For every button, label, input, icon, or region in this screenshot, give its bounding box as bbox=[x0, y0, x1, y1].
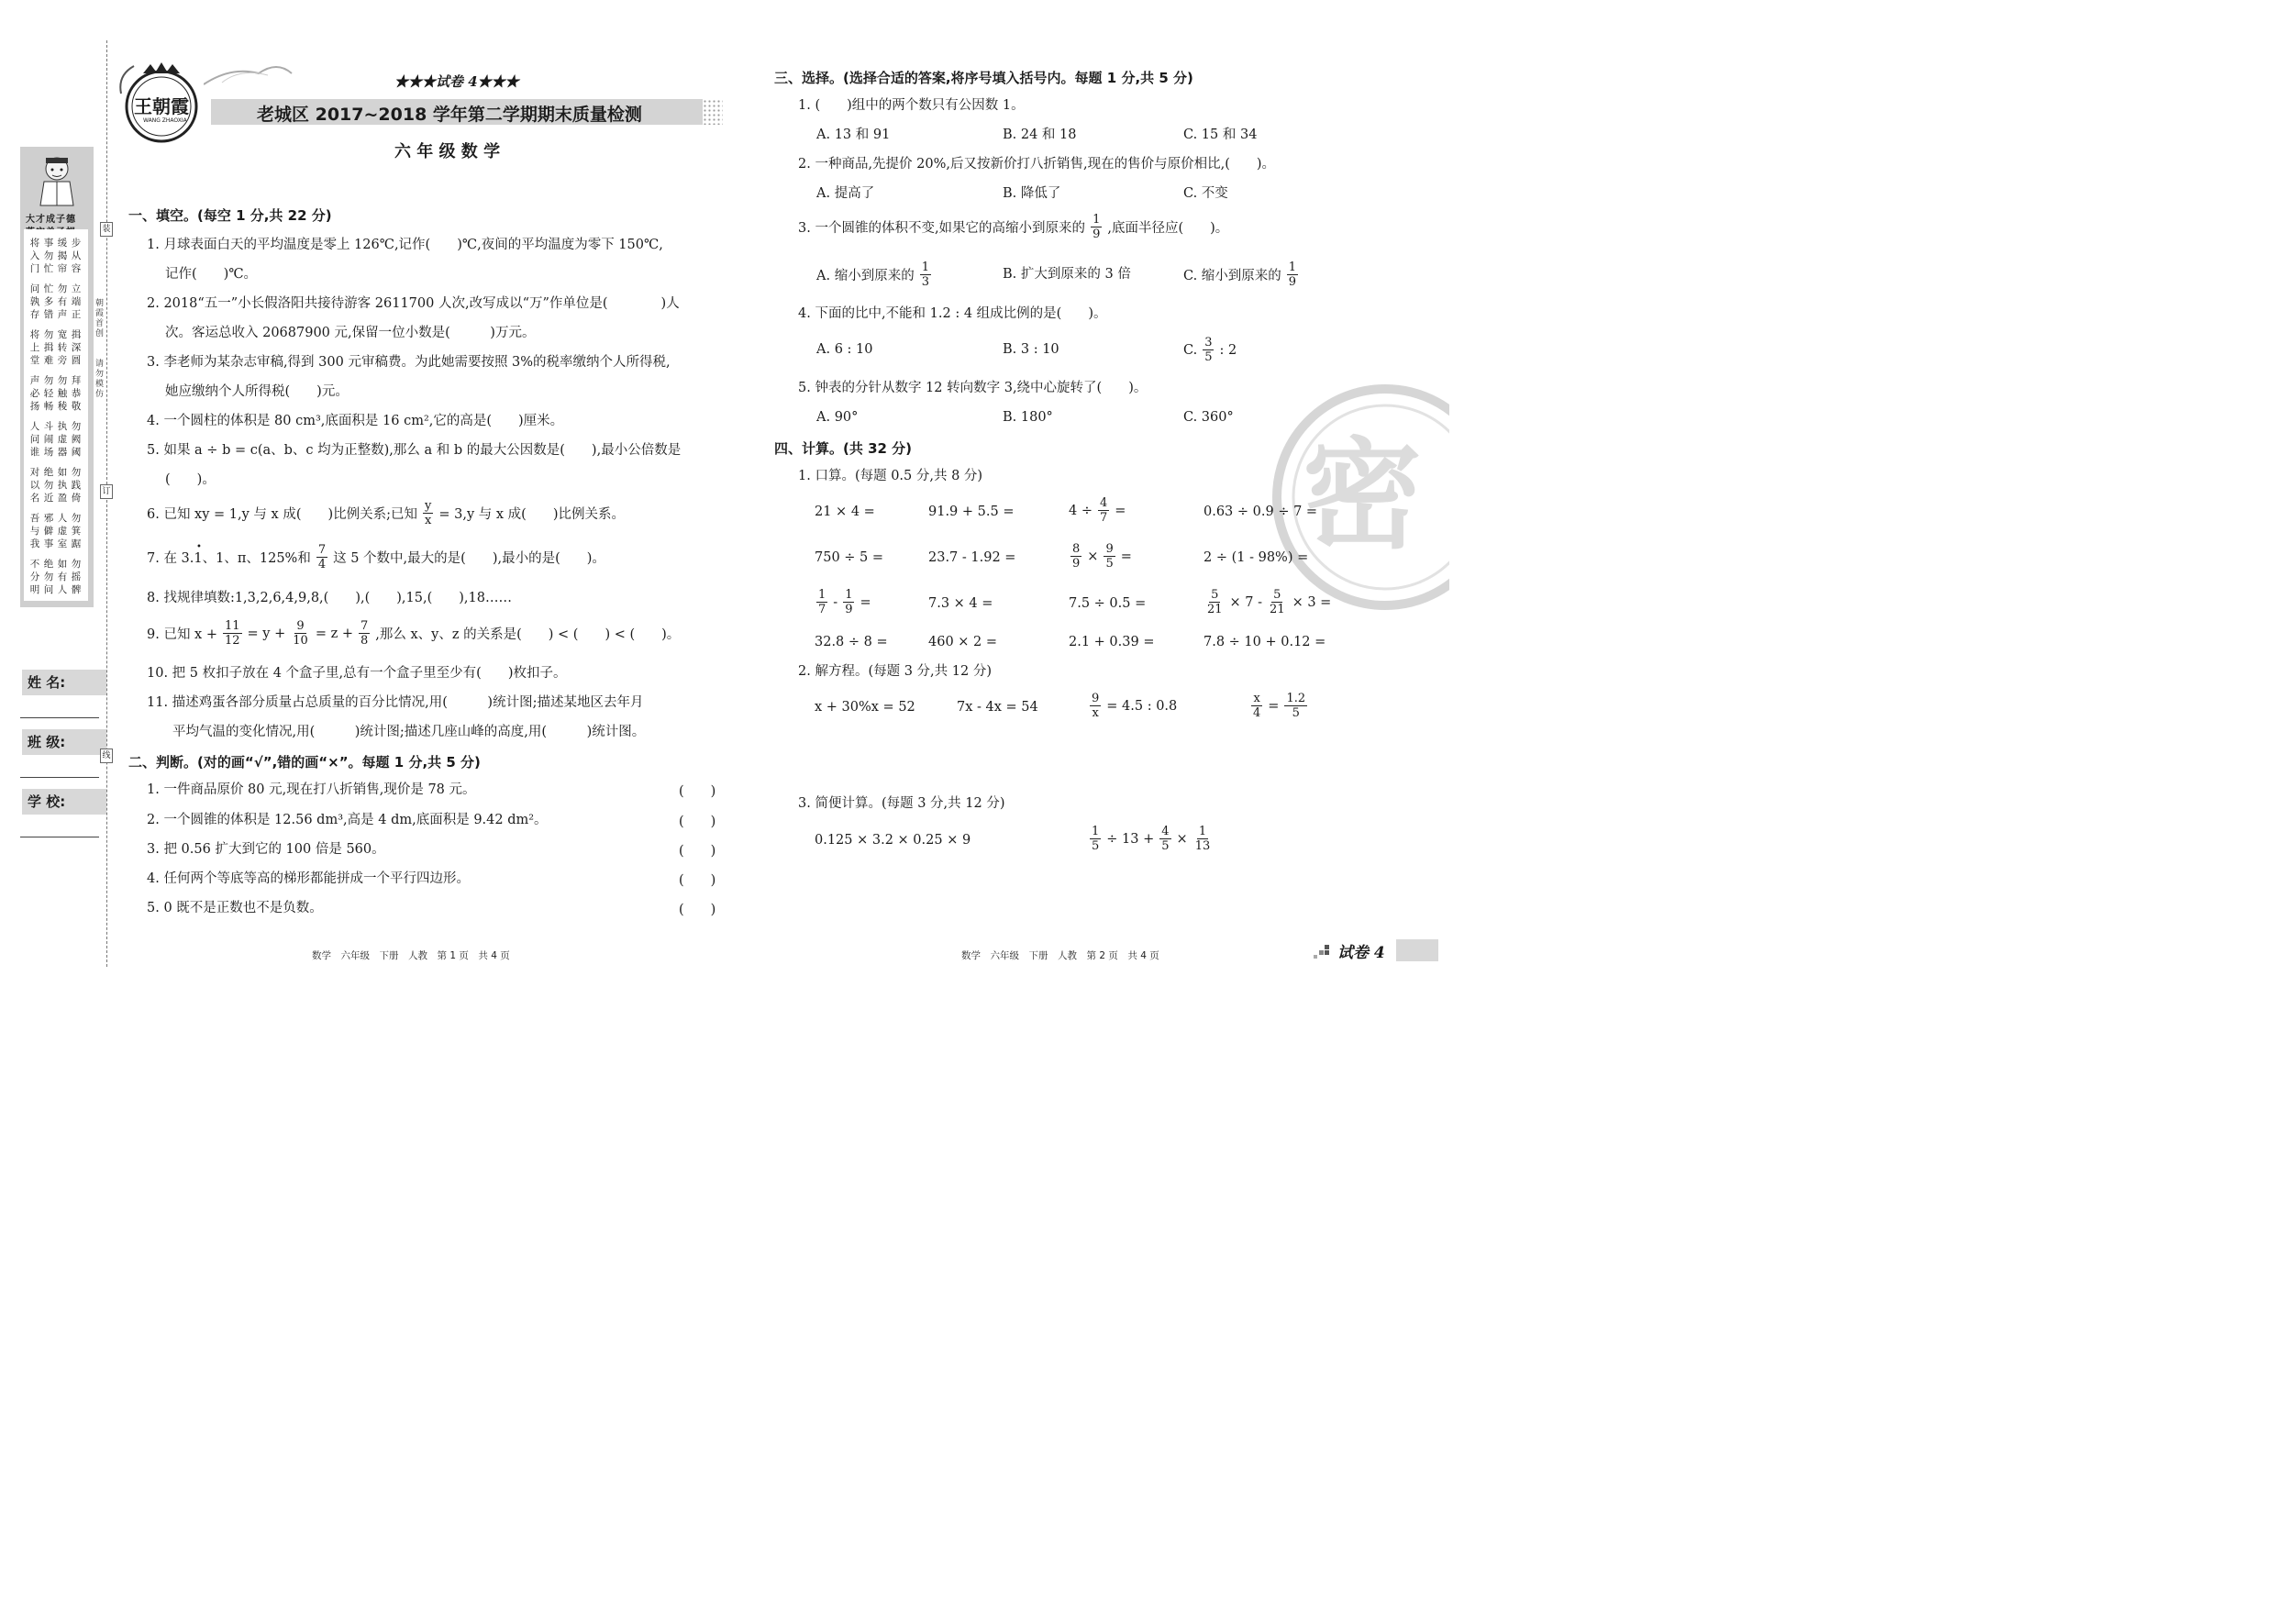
choice-q4-opt-c-post: : 2 bbox=[1219, 342, 1237, 358]
footer-left: 数学 六年级 下册 人教 第 1 页 共 4 页 bbox=[312, 950, 510, 961]
choice-q5-opt-b[interactable]: B. 180° bbox=[1003, 410, 1053, 425]
motto-column: 勿揖难 bbox=[43, 329, 54, 366]
equation-4-num2: 1.2 bbox=[1286, 692, 1306, 705]
oral-r2-c3-op: × bbox=[1087, 549, 1099, 564]
judge-answer-1[interactable]: ( ) bbox=[679, 784, 716, 799]
oral-r3-c1-frac1 bbox=[816, 588, 827, 616]
q9-frac2-num: 9 bbox=[296, 619, 305, 633]
oral-r3-c1-op: - bbox=[833, 594, 838, 610]
exam-badge: ★★★试卷 4★★★ bbox=[394, 73, 519, 90]
choice-q3-opt-a-den: 3 bbox=[921, 275, 929, 289]
motto-column: 宽转旁 bbox=[57, 329, 68, 366]
simplify-1: 0.125 × 3.2 × 0.25 × 9 bbox=[815, 833, 971, 848]
simplify-2 bbox=[1088, 825, 1214, 853]
simplify-2-den1: 5 bbox=[1092, 839, 1100, 853]
choice-q2-opt-b[interactable]: B. 降低了 bbox=[1003, 186, 1061, 201]
choice-q3-frac-den: 9 bbox=[1093, 227, 1101, 241]
motto-column: 勿箕踞 bbox=[71, 513, 82, 549]
equation-3-fraction bbox=[1090, 692, 1101, 720]
motto-column: 人问谁 bbox=[29, 421, 40, 458]
q9 bbox=[147, 619, 680, 648]
simplify-2-frac1 bbox=[1090, 825, 1101, 853]
footer-right: 数学 六年级 下册 人教 第 2 页 共 4 页 bbox=[961, 950, 1159, 961]
corner-bar bbox=[1396, 939, 1438, 961]
oral-r1-c3-fraction bbox=[1098, 496, 1109, 525]
choice-q3-opt-c-den: 9 bbox=[1288, 275, 1297, 289]
oral-r4-c4: 7.8 ÷ 10 + 0.12 = bbox=[1203, 635, 1326, 649]
equation-4-mid: = bbox=[1268, 698, 1280, 714]
choice-q3-opt-c[interactable] bbox=[1183, 261, 1300, 289]
motto-column: 勿摇髀 bbox=[71, 559, 82, 595]
motto-column: 邪僻事 bbox=[43, 513, 54, 549]
choice-q3-opt-a-fraction bbox=[920, 261, 931, 289]
motto-column: 勿阙阈 bbox=[71, 421, 82, 458]
choice-q1: 1. ( )组中的两个数只有公因数 1。 bbox=[798, 98, 1025, 113]
motto-column: 执虚器 bbox=[57, 421, 68, 458]
q9-frac3-den: 8 bbox=[360, 634, 369, 648]
judge-answer-4[interactable]: ( ) bbox=[679, 873, 716, 888]
choice-q3-opt-a-text: A. 缩小到原来的 bbox=[816, 269, 915, 283]
q6-pre: 6. 已知 xy = 1,y 与 x 成( )比例关系;已知 bbox=[147, 507, 418, 522]
vertical-note-1: 朝霞首创 bbox=[95, 299, 105, 338]
q2-line1: 2. 2018“五一”小长假洛阳共接待游客 2611700 人次,改写成以“万”作单位是( )人 bbox=[147, 296, 680, 311]
motto-column: 拜恭敬 bbox=[71, 375, 82, 412]
choice-q3 bbox=[798, 213, 1228, 241]
simplify-2-frac2 bbox=[1159, 825, 1170, 853]
name-label: 姓 名: bbox=[22, 670, 106, 695]
q6-fraction bbox=[423, 499, 433, 527]
choice-q1-opt-c[interactable]: C. 15 和 34 bbox=[1183, 128, 1258, 142]
q1-line1: 1. 月球表面白天的平均温度是零上 126℃,记作( )℃,夜间的平均温度为零下 150℃, bbox=[147, 238, 663, 252]
q9-frac3 bbox=[359, 619, 370, 648]
binding-dashed-line bbox=[106, 40, 107, 967]
equation-1: x + 30%x = 52 bbox=[815, 700, 915, 715]
choice-q3-opt-c-fraction bbox=[1287, 261, 1298, 289]
q2-line2: 次。客运总收入 20687900 元,保留一位小数是( )万元。 bbox=[165, 326, 536, 340]
corner-dots bbox=[1314, 943, 1332, 959]
oral-r3-c4-frac2 bbox=[1268, 588, 1287, 616]
equation-4-den1: 4 bbox=[1253, 706, 1261, 720]
choice-q2: 2. 一种商品,先提价 20%,后又按新价打八折销售,现在的售价与原价相比,( )。 bbox=[798, 157, 1276, 172]
choice-q5-opt-c[interactable]: C. 360° bbox=[1183, 410, 1234, 425]
oral-r3-c1-num1: 1 bbox=[818, 588, 826, 602]
choice-q4-opt-a[interactable]: A. 6 : 10 bbox=[816, 342, 873, 357]
motto-column: 缓揭帘 bbox=[57, 238, 68, 274]
q7-frac-num: 7 bbox=[317, 543, 327, 557]
repeating-dot-mark: • bbox=[196, 542, 202, 552]
choice-q3-fraction bbox=[1091, 213, 1102, 241]
choice-q5: 5. 钟表的分针从数字 12 转向数字 3,绕中心旋转了( )。 bbox=[798, 381, 1148, 395]
q10: 10. 把 5 枚扣子放在 4 个盒子里,总有一个盒子里至少有( )枚扣子。 bbox=[147, 666, 567, 681]
motto-column: 如有人 bbox=[57, 559, 68, 595]
oral-r1-c1: 21 × 4 = bbox=[815, 505, 875, 519]
section3-title: 三、选择。(选择合适的答案,将序号填入括号内。每题 1 分,共 5 分) bbox=[774, 70, 1193, 86]
motto-column: 揖深圆 bbox=[71, 329, 82, 366]
choice-q2-opt-c[interactable]: C. 不变 bbox=[1183, 186, 1228, 201]
motto-column: 立端正 bbox=[71, 283, 82, 320]
choice-q3-opt-c-text: C. 缩小到原来的 bbox=[1183, 269, 1281, 283]
q9-frac1 bbox=[223, 619, 242, 648]
judge-answer-3[interactable]: ( ) bbox=[679, 844, 716, 859]
sidebar-figure bbox=[28, 152, 86, 209]
choice-q4: 4. 下面的比中,不能和 1.2 : 4 组成比例的是( )。 bbox=[798, 306, 1107, 321]
logo-text: 王朝霞 bbox=[134, 95, 189, 117]
equation-3-post: = 4.5 : 0.8 bbox=[1106, 698, 1178, 714]
judge-item-4: 4. 任何两个等底等高的梯形都能拼成一个平行四边形。 bbox=[147, 871, 470, 886]
oral-r1-c3-post: = bbox=[1115, 503, 1126, 518]
oral-r1-c3-den: 7 bbox=[1099, 511, 1108, 525]
oral-r3-c4 bbox=[1203, 588, 1331, 616]
motto-column: 绝勿问 bbox=[43, 559, 54, 595]
section2-title: 二、判断。(对的画“√”,错的画“×”。每题 1 分,共 5 分) bbox=[128, 754, 481, 771]
q9-frac1-den: 12 bbox=[225, 634, 240, 648]
oral-r3-c4-num1: 5 bbox=[1211, 588, 1219, 602]
oral-r3-c3: 7.5 ÷ 0.5 = bbox=[1069, 596, 1147, 611]
q9-pre: 9. 已知 x + bbox=[147, 627, 217, 642]
simplify-2-num3: 1 bbox=[1198, 825, 1207, 838]
oral-r2-c2: 23.7 - 1.92 = bbox=[928, 550, 1016, 565]
oral-r3-c4-den1: 21 bbox=[1207, 603, 1223, 616]
q9-post: ,那么 x、y、z 的关系是( ) < ( ) < ( )。 bbox=[375, 627, 681, 642]
oral-r2-c3-den1: 9 bbox=[1072, 557, 1081, 571]
oral-r4-c1: 32.8 ÷ 8 = bbox=[815, 635, 888, 649]
oral-r3-c1-num2: 1 bbox=[845, 588, 853, 602]
oral-r1-c4: 0.63 ÷ 0.9 ÷ 7 = bbox=[1203, 505, 1318, 519]
choice-q2-opt-a[interactable]: A. 提高了 bbox=[816, 186, 875, 201]
choice-q4-opt-b[interactable]: B. 3 : 10 bbox=[1003, 342, 1059, 357]
judge-item-2: 2. 一个圆锥的体积是 12.56 dm³,高是 4 dm,底面积是 9.42 dm²。 bbox=[147, 813, 548, 827]
title-bar-dots bbox=[703, 99, 723, 125]
choice-q3-opt-a-num: 1 bbox=[921, 261, 929, 274]
choice-q3-opt-b[interactable]: B. 扩大到原来的 3 倍 bbox=[1003, 267, 1131, 282]
q7-fraction bbox=[316, 543, 327, 571]
school-label: 学 校: bbox=[22, 789, 106, 815]
oral-r2-c1: 750 ÷ 5 = bbox=[815, 550, 884, 565]
equation-3-den: x bbox=[1092, 706, 1099, 720]
q11-line2: 平均气温的变化情况,用( )统计图;描述几座山峰的高度,用( )统计图。 bbox=[172, 725, 646, 739]
q6-frac-num: y bbox=[425, 499, 432, 513]
oral-r2-c4: 2 ÷ (1 - 98%) = bbox=[1203, 550, 1309, 565]
motto-column: 对以名 bbox=[29, 467, 40, 504]
q1-line2: 记作( )℃。 bbox=[165, 267, 258, 282]
q9-mid1: = y + bbox=[247, 626, 286, 641]
simplify-2-den2: 5 bbox=[1161, 839, 1170, 853]
judge-answer-2[interactable]: ( ) bbox=[679, 815, 716, 829]
q7-frac-den: 4 bbox=[317, 558, 327, 571]
simplify-2-num2: 4 bbox=[1161, 825, 1170, 838]
q4: 4. 一个圆柱的体积是 80 cm³,底面积是 16 cm²,它的高是( )厘米。 bbox=[147, 414, 564, 428]
choice-q3-post: ,底面半径应( )。 bbox=[1107, 221, 1229, 236]
oral-r2-c3-num1: 8 bbox=[1072, 542, 1081, 556]
q9-frac3-num: 7 bbox=[360, 619, 369, 633]
choice-q4-opt-c-pre: C. bbox=[1183, 342, 1198, 358]
judge-item-5: 5. 0 既不是正数也不是负数。 bbox=[147, 901, 323, 915]
motto-column: 不分明 bbox=[29, 559, 40, 595]
class-line[interactable] bbox=[20, 777, 99, 778]
simplify-title: 3. 简便计算。(每题 3 分,共 12 分) bbox=[798, 796, 1005, 811]
equation-3-num: 9 bbox=[1092, 692, 1100, 705]
equation-4-den2: 5 bbox=[1292, 706, 1300, 720]
motto-column: 勿有声 bbox=[57, 283, 68, 320]
q6 bbox=[147, 499, 625, 527]
oral-r2-c3-frac1 bbox=[1070, 542, 1081, 571]
q6-post: = 3,y 与 x 成( )比例关系。 bbox=[438, 507, 625, 522]
name-line[interactable] bbox=[20, 717, 99, 718]
oral-r1-c3 bbox=[1069, 496, 1126, 525]
simplify-2-num1: 1 bbox=[1092, 825, 1100, 838]
choice-q3-opt-c-num: 1 bbox=[1288, 261, 1297, 274]
q11-line1: 11. 描述鸡蛋各部分质量占总质量的百分比情况,用( )统计图;描述某地区去年月 bbox=[147, 695, 644, 710]
equation-title: 2. 解方程。(每题 3 分,共 12 分) bbox=[798, 664, 992, 679]
oral-r2-c3-den2: 5 bbox=[1105, 557, 1114, 571]
choice-q1-opt-b[interactable]: B. 24 和 18 bbox=[1003, 128, 1077, 142]
oral-r3-c1-post: = bbox=[860, 594, 871, 610]
oral-r4-c2: 460 × 2 = bbox=[928, 635, 998, 649]
q8: 8. 找规律填数:1,3,2,6,4,9,8,( ),( ),15,( ),18…… bbox=[147, 591, 512, 605]
section4-title: 四、计算。(共 32 分) bbox=[774, 440, 913, 457]
oral-r1-c3-pre: 4 ÷ bbox=[1069, 503, 1093, 518]
oral-r4-c3: 2.1 + 0.39 = bbox=[1069, 635, 1155, 649]
page-subtitle: 六 年 级 数 学 bbox=[394, 142, 501, 161]
motto-column: 斗闹场 bbox=[43, 421, 54, 458]
oral-calc-title: 1. 口算。(每题 0.5 分,共 8 分) bbox=[798, 469, 983, 483]
equation-4 bbox=[1249, 692, 1309, 720]
page-title: 老城区 2017~2018 学年第二学期期末质量检测 bbox=[257, 105, 642, 125]
motto-column: 人虚室 bbox=[57, 513, 68, 549]
q7-pre: 7. 在 3.1、1、π、125%和 bbox=[147, 551, 311, 566]
choice-q5-opt-a[interactable]: A. 90° bbox=[816, 410, 859, 425]
simplify-2-op1: ÷ 13 + bbox=[1106, 831, 1155, 847]
q7-post: 这 5 个数中,最大的是( ),最小的是( )。 bbox=[333, 551, 605, 566]
motto-column: 忙多错 bbox=[43, 283, 54, 320]
watermark-char: 密 bbox=[1303, 426, 1423, 565]
q3-line1: 3. 李老师为某杂志审稿,得到 300 元审稿费。为此她需要按照 3%的税率缴纳个人所得税, bbox=[147, 355, 671, 370]
section1-title: 一、填空。(每空 1 分,共 22 分) bbox=[128, 207, 332, 224]
class-label: 班 级: bbox=[22, 729, 106, 755]
simplify-2-frac3 bbox=[1193, 825, 1213, 853]
oral-r2-c3-post: = bbox=[1120, 549, 1132, 564]
oral-r3-c1-den1: 7 bbox=[818, 603, 826, 616]
simplify-2-op2: × bbox=[1176, 831, 1188, 847]
motto-column: 步从容 bbox=[71, 238, 82, 274]
equation-4-num1: x bbox=[1253, 692, 1260, 705]
choice-q4-opt-c[interactable] bbox=[1183, 336, 1237, 364]
judge-answer-5[interactable]: ( ) bbox=[679, 903, 716, 917]
equation-3 bbox=[1088, 692, 1177, 720]
oral-r3-c1 bbox=[815, 588, 871, 616]
oral-r2-c3-num2: 9 bbox=[1105, 542, 1114, 556]
tag-zhuang: 装 bbox=[100, 222, 113, 237]
q5-line1: 5. 如果 a ÷ b = c(a、b、c 均为正整数),那么 a 和 b 的最大公因数是( ),最小公倍数是 bbox=[147, 443, 682, 458]
choice-q4-opt-c-den: 5 bbox=[1204, 350, 1213, 364]
equation-4-frac2 bbox=[1284, 692, 1307, 720]
oral-r3-c4-den2: 21 bbox=[1270, 603, 1285, 616]
motto-column: 勿践倚 bbox=[71, 467, 82, 504]
motto-column: 如执盈 bbox=[57, 467, 68, 504]
equation-4-frac1 bbox=[1251, 692, 1262, 720]
simplify-2-den3: 13 bbox=[1194, 839, 1211, 853]
motto-column: 问孰存 bbox=[29, 283, 40, 320]
sidebar-slogan-1: 大才成子德 bbox=[26, 215, 76, 225]
judge-item-1: 1. 一件商品原价 80 元,现在打八折销售,现价是 78 元。 bbox=[147, 782, 476, 797]
oral-r1-c3-num: 4 bbox=[1099, 496, 1108, 510]
oral-r3-c4-op: × 7 - bbox=[1229, 594, 1263, 610]
motto-column: 勿触稜 bbox=[57, 375, 68, 412]
q9-frac2-den: 10 bbox=[293, 634, 308, 648]
motto-column: 绝勿近 bbox=[43, 467, 54, 504]
tag-ding: 订 bbox=[100, 484, 113, 499]
q6-frac-den: x bbox=[425, 514, 432, 527]
motto-column: 将入门 bbox=[29, 238, 40, 274]
oral-r3-c4-frac1 bbox=[1205, 588, 1225, 616]
q9-mid2: = z + bbox=[315, 626, 353, 641]
choice-q3-opt-a[interactable] bbox=[816, 261, 933, 289]
choice-q3-frac-num: 1 bbox=[1093, 213, 1101, 227]
oral-r2-c3 bbox=[1069, 542, 1132, 571]
q7 bbox=[147, 543, 605, 571]
motto-column: 吾与我 bbox=[29, 513, 40, 549]
choice-q4-opt-c-num: 3 bbox=[1204, 336, 1213, 349]
oral-r3-c1-frac2 bbox=[843, 588, 854, 616]
judge-item-3: 3. 把 0.56 扩大到它的 100 倍是 560。 bbox=[147, 842, 385, 857]
q9-frac1-num: 11 bbox=[225, 619, 240, 633]
tag-xian: 线 bbox=[100, 749, 113, 763]
motto-column: 勿轻畅 bbox=[43, 375, 54, 412]
oral-r3-c2: 7.3 × 4 = bbox=[928, 596, 993, 611]
corner-exam-tag: 试卷 4 bbox=[1337, 944, 1385, 962]
q9-frac2 bbox=[291, 619, 310, 648]
oral-r3-c4-num2: 5 bbox=[1273, 588, 1281, 602]
choice-q4-opt-c-fraction bbox=[1203, 336, 1214, 364]
oral-r3-c1-den2: 9 bbox=[845, 603, 853, 616]
oral-r1-c2: 91.9 + 5.5 = bbox=[928, 505, 1015, 519]
motto-column: 将上堂 bbox=[29, 329, 40, 366]
equation-2: 7x - 4x = 54 bbox=[957, 700, 1038, 715]
motto-column: 事勿忙 bbox=[43, 238, 54, 274]
q5-line2: ( )。 bbox=[165, 472, 216, 487]
oral-r3-c4-post: × 3 = bbox=[1292, 594, 1332, 610]
logo-subtext: WANG ZHAOXIA bbox=[143, 117, 187, 124]
choice-q1-opt-a[interactable]: A. 13 和 91 bbox=[816, 128, 891, 142]
q3-line2: 她应缴纳个人所得税( )元。 bbox=[165, 384, 349, 399]
oral-r2-c3-frac2 bbox=[1104, 542, 1115, 571]
motto-column: 声必扬 bbox=[29, 375, 40, 412]
vertical-note-2: 请勿模仿 bbox=[95, 360, 105, 399]
choice-q3-pre: 3. 一个圆锥的体积不变,如果它的高缩小到原来的 bbox=[798, 221, 1086, 236]
